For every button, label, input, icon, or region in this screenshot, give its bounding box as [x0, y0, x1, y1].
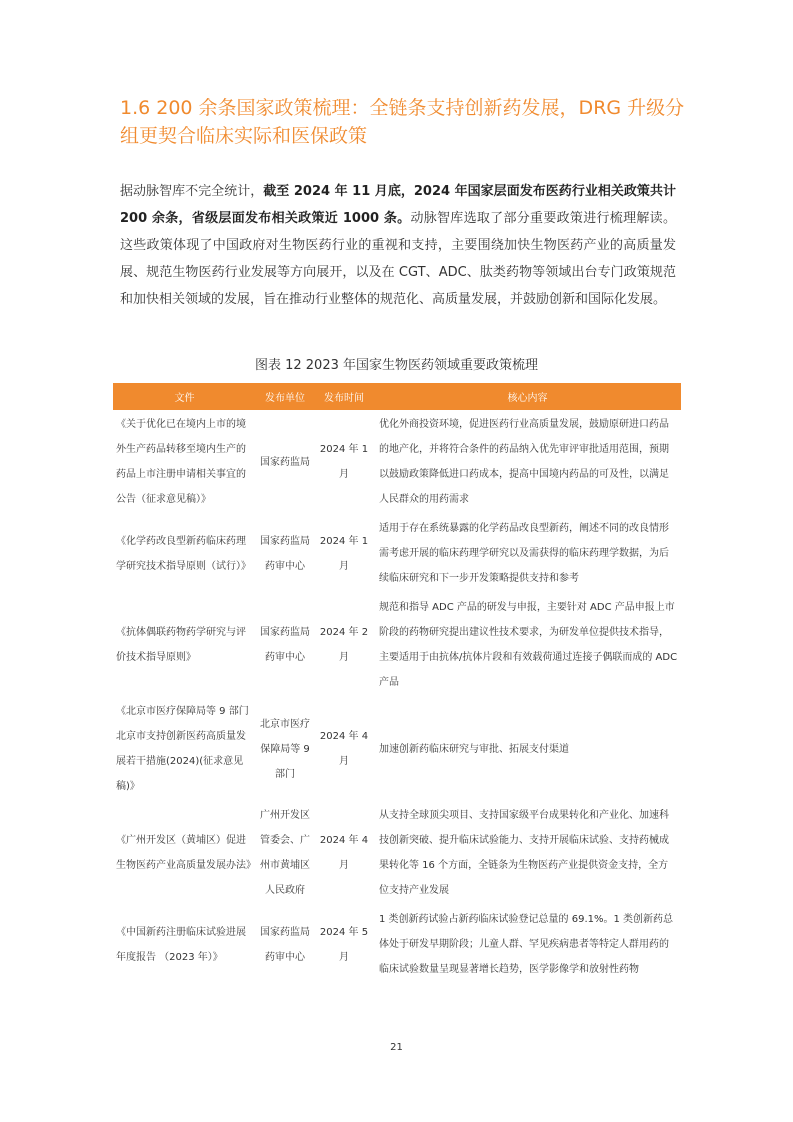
- cell-core: 从支持全球顶尖项目、支持国家级平台成果转化和产业化、加速科技创新突破、提升临床试验能力、支持开展临床试验、支持药械成果转化等 16 个方面，全链条为生物医药产业提供资金支持，全方位支持产业发展: [379, 810, 669, 896]
- cell-file: 《北京市医疗保障局等 9 部门北京市支持创新医药高质量发展若干措施(2024)(征求意见稿)》: [116, 706, 249, 792]
- cell-unit: 国家药监局药审中心: [260, 535, 310, 572]
- cell-date: 2024 年 1月: [319, 444, 369, 480]
- header-unit: 发布单位: [256, 383, 314, 410]
- table-row: [113, 593, 681, 697]
- intro-text-part1: 据动脉智库不完全统计，: [120, 184, 264, 199]
- table-row: [113, 514, 681, 593]
- table-row: [113, 410, 681, 514]
- intro-paragraph: [120, 178, 676, 313]
- table-row: [113, 697, 681, 801]
- cell-core: 优化外商投资环境，促进医药行业高质量发展，鼓励原研进口药品的地产化，并将符合条件的药品纳入优先审评审批适用范围，预期以鼓励政策降低进口药成本，提高中国境内药品的可及性，以满足人民群众的用药需求: [379, 419, 669, 505]
- intro-text-bold: 截至 2024 年 11 月底，2024 年国家层面发布医药行业相关政策共计 200 余条，省级层面发布相关政策近 1000 条。: [120, 184, 676, 226]
- section-heading: 1.6 200 余条国家政策梳理：全链条支持创新药发展，DRG 升级分组更契合临床实际和医保政策: [120, 97, 685, 147]
- table-row: [113, 905, 681, 984]
- cell-core: 加速创新药临床研究与审批、拓展支付渠道: [379, 743, 569, 755]
- page-number: 21: [390, 1042, 403, 1053]
- cell-core: 1 类创新药试验占新药临床试验登记总量的 69.1%。1 类创新药总体处于研发早期阶段；儿童人群、罕见疾病患者等特定人群用药的临床试验数量呈现显著增长趋势，医学影像学和放射性药物: [379, 914, 674, 975]
- cell-unit: 国家药监局: [260, 456, 310, 468]
- cell-date: 2024 年 2月: [319, 627, 369, 663]
- table-header-row: [113, 383, 681, 410]
- cell-file: 《抗体偶联药物药学研究与评价技术指导原则》: [116, 627, 246, 663]
- cell-file: 《关于优化已在境内上市的境外生产药品转移至境内生产的药品上市注册申请相关事宜的公告（征求意见稿）》: [116, 419, 246, 505]
- cell-core: 规范和指导 ADC 产品的研发与申报，主要针对 ADC 产品申报上市阶段的药物研究提出建议性技术要求，为研发单位提供技术指导，主要适用于由抗体/抗体片段和有效载荷通过连接子偶联而成的 ADC 产品: [379, 602, 678, 688]
- cell-date: 2024 年 4月: [319, 731, 369, 767]
- cell-core: 适用于存在系统暴露的化学药品改良型新药，阐述不同的改良情形需考虑开展的临床药理学研究以及需获得的临床药理学数据，为后续临床研究和下一步开发策略提供支持和参考: [379, 523, 669, 584]
- header-date: 发布时间: [314, 383, 374, 410]
- cell-unit: 国家药监局药审中心: [260, 926, 310, 963]
- cell-unit: 北京市医疗保障局等 9 部门: [260, 718, 310, 780]
- cell-date: 2024 年 1月: [319, 535, 369, 572]
- table-row: [113, 801, 681, 905]
- intro-text-part2: 动脉智库选取了部分重要政策进行梳理解读。这些政策体现了中国政府对生物医药行业的重视和支持，主要围绕加快生物医药产业的高质量发展、规范生物医药行业发展等方向展开，以及在 CGT、ADC、肽类药物等领域出台专门政策规范和加快相关领域的发展，旨在推动行业整体的规范化、高质量发展，并鼓励创新和国际化发展。: [120, 211, 676, 307]
- header-file: 文件: [113, 383, 256, 410]
- table-caption: 图表 12 2023 年国家生物医药领域重要政策梳理: [254, 358, 539, 373]
- cell-file: 《广州开发区（黄埔区）促进生物医药产业高质量发展办法》: [116, 835, 256, 871]
- policy-table: [113, 383, 681, 984]
- header-core: 核心内容: [374, 383, 681, 410]
- cell-date: 2024 年 5月: [319, 926, 369, 963]
- cell-date: 2024 年 4月: [319, 835, 369, 871]
- cell-unit: 国家药监局药审中心: [260, 627, 310, 663]
- cell-unit: 广州开发区管委会、广州市黄埔区人民政府: [260, 810, 310, 896]
- cell-file: 《化学药改良型新药临床药理学研究技术指导原则（试行）》: [116, 535, 251, 572]
- cell-file: 《中国新药注册临床试验进展年度报告 （2023 年）》: [116, 926, 246, 963]
